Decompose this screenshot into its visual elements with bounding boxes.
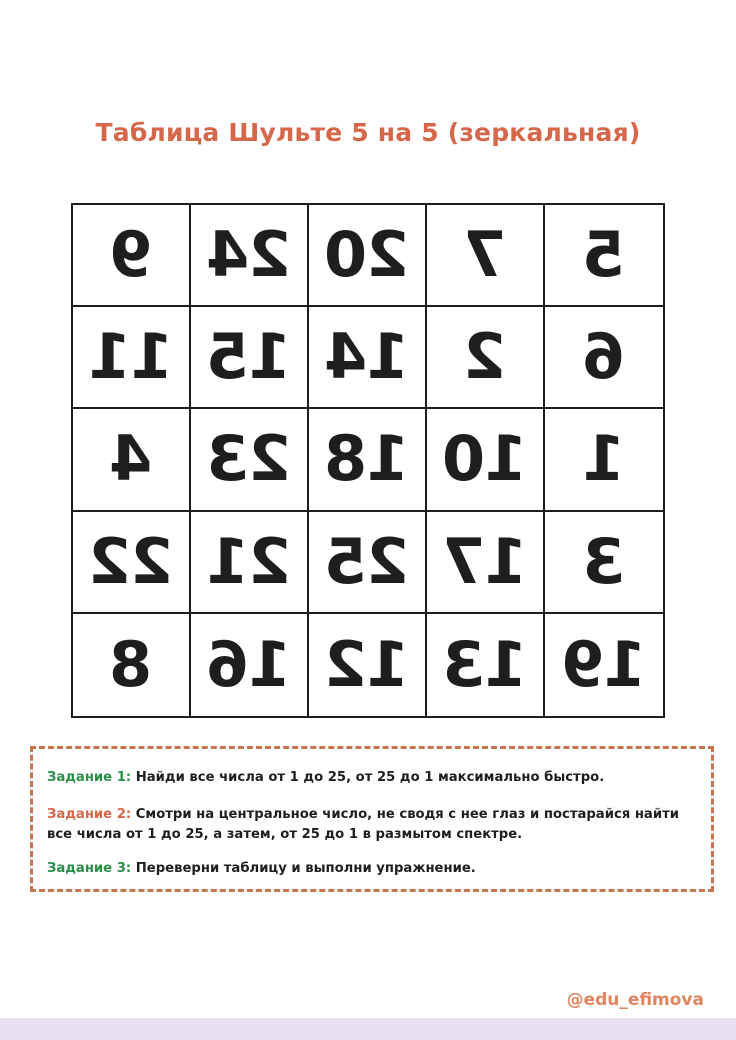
grid-cell bbox=[191, 614, 309, 716]
grid-cell bbox=[427, 307, 545, 409]
cell-number: 12 bbox=[324, 627, 410, 701]
cell-number: 9 bbox=[109, 218, 153, 292]
cell-number: 23 bbox=[206, 422, 292, 496]
task-3-text: Переверни таблицу и выполни упражнение. bbox=[131, 861, 476, 876]
grid-cell bbox=[427, 409, 545, 511]
cell-number: 8 bbox=[109, 627, 153, 701]
cell-number: 5 bbox=[582, 218, 626, 292]
cell-number: 14 bbox=[324, 320, 410, 394]
cell-number: 17 bbox=[442, 524, 528, 598]
cell-number: 16 bbox=[206, 627, 292, 701]
grid-cell bbox=[309, 307, 427, 409]
grid-cell bbox=[73, 512, 191, 614]
grid-cell bbox=[427, 512, 545, 614]
grid-cell bbox=[191, 307, 309, 409]
cell-number: 6 bbox=[582, 320, 626, 394]
grid-cell bbox=[73, 205, 191, 307]
grid-cell bbox=[73, 307, 191, 409]
footer-band bbox=[0, 1018, 736, 1040]
grid-cell bbox=[309, 409, 427, 511]
cell-number: 25 bbox=[324, 524, 410, 598]
grid-cell bbox=[309, 512, 427, 614]
grid-cell bbox=[309, 614, 427, 716]
author-handle: @edu_efimova bbox=[566, 990, 704, 1010]
grid-cell bbox=[309, 205, 427, 307]
cell-number: 13 bbox=[442, 627, 528, 701]
grid-cell bbox=[545, 614, 663, 716]
grid-cell bbox=[73, 614, 191, 716]
grid-cell bbox=[191, 512, 309, 614]
grid-cell bbox=[545, 205, 663, 307]
task-2-text: Смотри на центральное число, не сводя с нее глаз и постарайся найти все числа от 1 до 25, а затем, от 25 до 1 в размытом спектре. bbox=[47, 807, 679, 842]
schulte-grid bbox=[71, 203, 665, 718]
grid-cell bbox=[191, 409, 309, 511]
cell-number: 22 bbox=[88, 524, 174, 598]
task-2 bbox=[47, 805, 687, 845]
cell-number: 21 bbox=[206, 524, 292, 598]
cell-number: 7 bbox=[463, 218, 507, 292]
grid-cell bbox=[427, 614, 545, 716]
grid-cell bbox=[191, 205, 309, 307]
cell-number: 19 bbox=[561, 627, 647, 701]
task-3-label: Задание 3: bbox=[47, 861, 132, 876]
task-1-text: Найди все числа от 1 до 25, от 25 до 1 максимально быстро. bbox=[131, 770, 605, 785]
cell-number: 3 bbox=[582, 524, 626, 598]
cell-number: 11 bbox=[88, 320, 174, 394]
grid-cell bbox=[545, 512, 663, 614]
cell-number: 15 bbox=[206, 320, 292, 394]
task-3 bbox=[47, 859, 687, 879]
cell-number: 20 bbox=[324, 218, 410, 292]
cell-number: 1 bbox=[582, 422, 626, 496]
cell-number: 4 bbox=[109, 422, 153, 496]
page-title: Таблица Шульте 5 на 5 (зеркальная) bbox=[95, 118, 641, 147]
cell-number: 10 bbox=[442, 422, 528, 496]
grid-cell bbox=[73, 409, 191, 511]
grid-cell bbox=[545, 409, 663, 511]
task-1-label: Задание 1: bbox=[47, 770, 132, 785]
task-1 bbox=[47, 768, 687, 788]
grid-cell bbox=[427, 205, 545, 307]
cell-number: 2 bbox=[463, 320, 507, 394]
cell-number: 24 bbox=[206, 218, 292, 292]
cell-number: 18 bbox=[324, 422, 410, 496]
task-2-label: Задание 2: bbox=[47, 807, 132, 822]
grid-cell bbox=[545, 307, 663, 409]
